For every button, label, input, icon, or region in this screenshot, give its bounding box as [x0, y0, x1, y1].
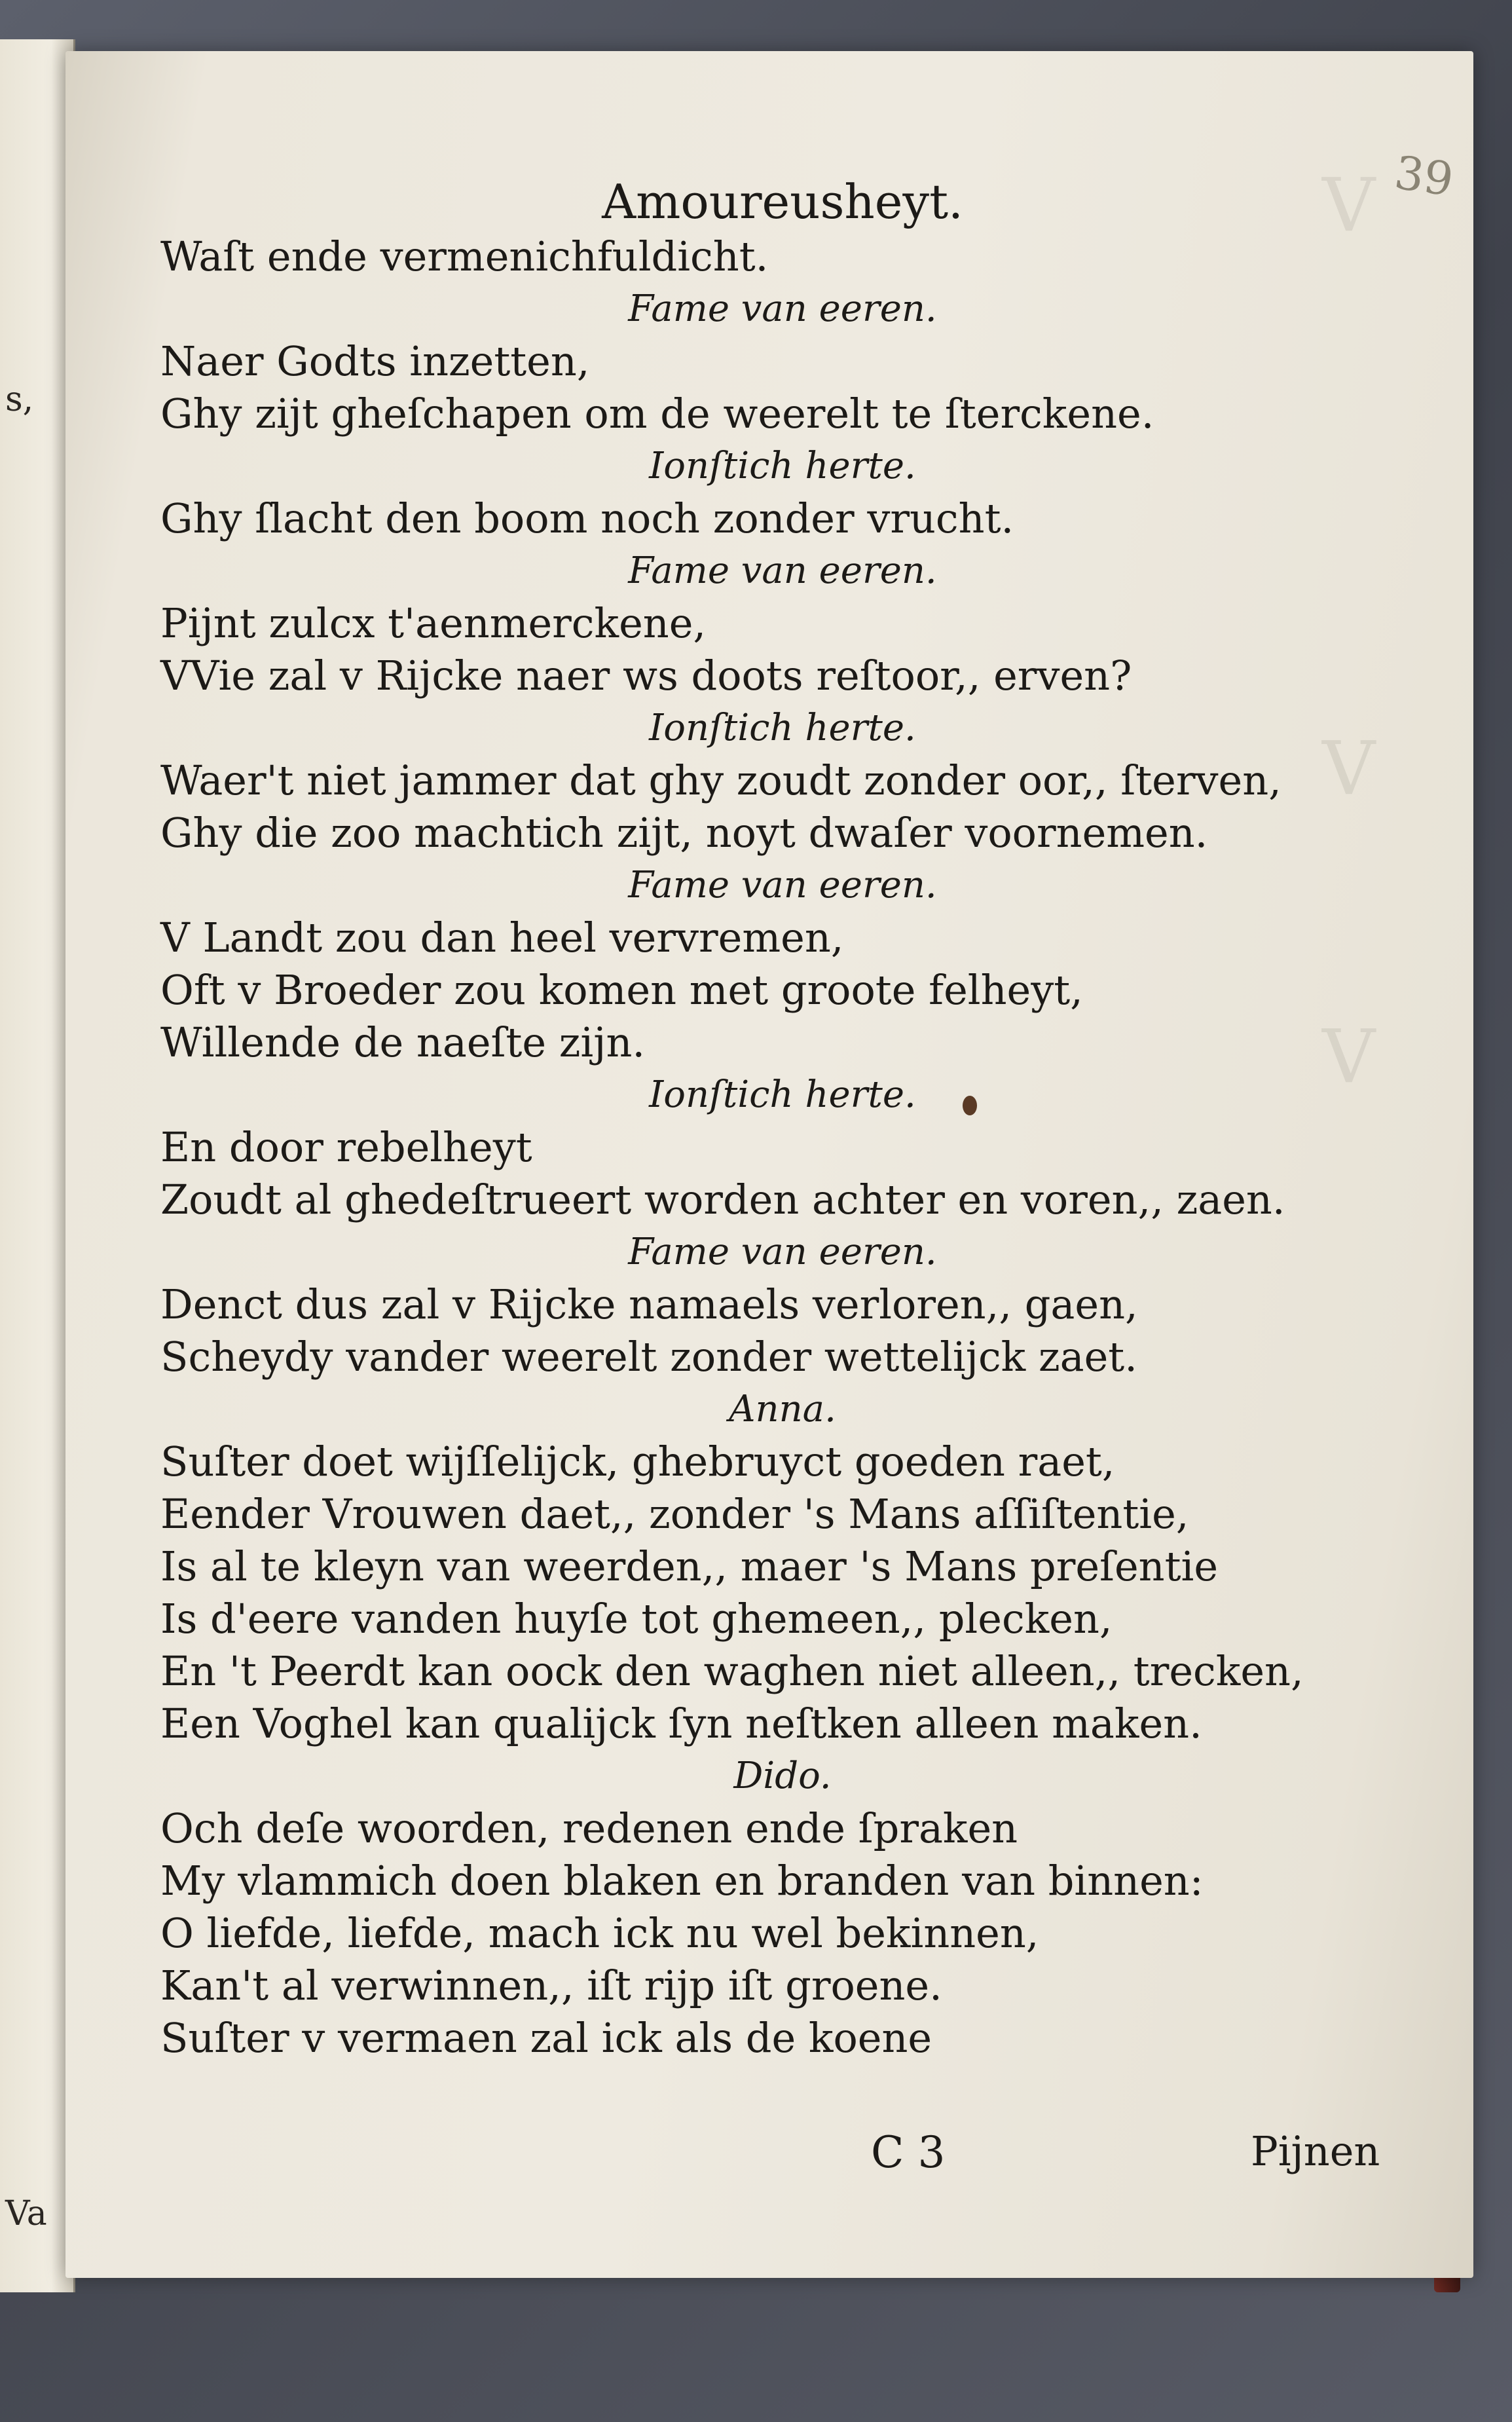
folio-note: 39 — [1391, 145, 1457, 207]
text-block — [160, 176, 1405, 2064]
speaker-name: Fame van eeren. — [628, 288, 937, 330]
speaker-name: Anna. — [729, 1388, 836, 1430]
verse-lines — [160, 231, 1405, 2064]
verse-line: Suſter doet wijſſelijck, ghebruyct goeden raet, — [160, 1438, 1115, 1485]
catchword: Pijnen — [1251, 2127, 1380, 2175]
verse-line: Och deſe woorden, redenen ende ſpraken — [160, 1804, 1018, 1852]
verse-line: My vlammich doen blaken en branden van binnen: — [160, 1857, 1204, 1905]
verse-line: VVie zal v Rijcke naer ws doots reſtoor,, erven? — [160, 652, 1132, 699]
verse-line: V Landt zou dan heel vervremen, — [160, 914, 844, 961]
speaker-name: Dido. — [733, 1755, 832, 1797]
running-head: Amoureusheyt. — [602, 174, 963, 229]
verse-line: Willende de naeſte zijn. — [160, 1018, 646, 1066]
verse-line: Ghy die zoo machtich zijt, noyt dwaſer voornemen. — [160, 809, 1208, 857]
show-through-letter: V — [1322, 726, 1375, 811]
verse-line: Scheydy vander weerelt zonder wettelijck zaet. — [160, 1333, 1137, 1381]
book-page — [65, 51, 1473, 2278]
signature-mark: C 3 — [871, 2127, 946, 2178]
speaker-name: Ionſtich herte. — [649, 707, 916, 749]
verse-line: En door rebelheyt — [160, 1123, 532, 1171]
speaker-name: Ionſtich herte. — [649, 445, 916, 487]
verse-line: Denct dus zal v Rijcke namaels verloren,, gaen, — [160, 1280, 1138, 1328]
verse-line: Kan't al verwinnen,, iſt rijp iſt groene. — [160, 1962, 942, 2009]
verse-line: Oft v Broeder zou komen met groote felheyt, — [160, 966, 1083, 1014]
verse-line: Waſt ende vermenichfuldicht. — [160, 233, 769, 280]
verse-line: Is al te kleyn van weerden,, maer 's Mans preſentie — [160, 1542, 1219, 1590]
left-page-fragment: Va — [5, 2194, 47, 2233]
speaker-name: Fame van eeren. — [628, 864, 937, 906]
show-through-letter: V — [1322, 163, 1375, 248]
verse-line: O liefde, liefde, mach ick nu wel bekinnen, — [160, 1909, 1039, 1957]
verse-line: Ghy ſlacht den boom noch zonder vrucht. — [160, 494, 1014, 542]
verse-line: Naer Godts inzetten, — [160, 337, 590, 385]
verse-line: Is d'eere vanden huyſe tot ghemeen,, plecken, — [160, 1595, 1113, 1643]
speaker-name: Ionſtich herte. — [649, 1073, 916, 1116]
show-through-letter: V — [1322, 1015, 1375, 1100]
verse-line: Een Voghel kan qualijck ſyn neſtken alleen maken. — [160, 1700, 1202, 1747]
verse-line: Zoudt al ghedeſtrueert worden achter en voren,, zaen. — [160, 1176, 1285, 1223]
speaker-name: Fame van eeren. — [628, 1231, 937, 1273]
verse-line: Eender Vrouwen daet,, zonder 's Mans aſſiſtentie, — [160, 1490, 1189, 1538]
left-page-edge — [0, 39, 75, 2292]
speaker-name: Fame van eeren. — [628, 550, 937, 592]
left-page-fragment: s, — [5, 380, 34, 419]
verse-line: En 't Peerdt kan oock den waghen niet alleen,, trecken, — [160, 1647, 1304, 1695]
verse-line: Suſter v vermaen zal ick als de koene — [160, 2014, 932, 2062]
verse-line: Pijnt zulcx t'aenmerckene, — [160, 599, 707, 647]
verse-line: Waer't niet jammer dat ghy zoudt zonder oor,, ſterven, — [160, 756, 1282, 804]
verse-line: Ghy zijt gheſchapen om de weerelt te ſterckene. — [160, 390, 1154, 438]
ink-spot — [963, 1096, 977, 1115]
